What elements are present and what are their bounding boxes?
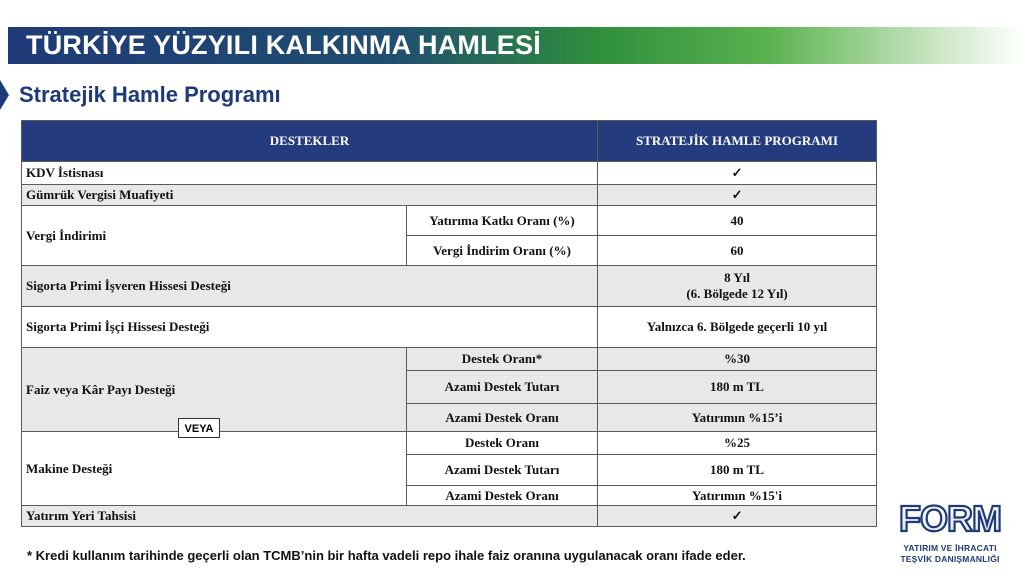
checkmark-icon: ✓: [598, 185, 877, 206]
column-header-program: STRATEJİK HAMLE PROGRAMI: [598, 121, 877, 162]
row-value: 60: [598, 236, 877, 266]
checkmark-icon: ✓: [598, 162, 877, 185]
row-label-faiz: Faiz veya Kâr Payı Desteği: [22, 348, 407, 432]
table-row: [22, 266, 877, 307]
row-value: 180 m TL: [598, 455, 877, 486]
row-value: %30: [598, 348, 877, 371]
table-row: [22, 307, 877, 348]
row-value: [598, 266, 877, 307]
table-row: [22, 162, 877, 185]
row-label-gumruk: Gümrük Vergisi Muafiyeti: [22, 185, 598, 206]
footnote: * Kredi kullanım tarihinde geçerli olan TCMB’nin bir hafta vadeli repo ihale faiz oranına uygulanacak oranı ifade eder.: [27, 548, 746, 563]
row-label-makine: Makine Desteği: [22, 432, 407, 506]
section-subtitle: Stratejik Hamle Programı: [19, 82, 281, 107]
table-header-row: [22, 121, 877, 162]
sub-label: Azami Destek Oranı: [407, 486, 598, 506]
title-banner: [8, 27, 1024, 64]
row-label-yatirim-yeri: Yatırım Yeri Tahsisi: [22, 506, 598, 527]
row-label-sigorta-isveren: Sigorta Primi İşveren Hissesi Desteği: [22, 266, 598, 307]
table-row: [22, 206, 877, 236]
row-value: 40: [598, 206, 877, 236]
table-row: [22, 506, 877, 527]
sub-label: Azami Destek Tutarı: [407, 371, 598, 404]
value-line: 8 Yıl: [724, 270, 750, 285]
logo-tagline-1: YATIRIM VE İHRACATI: [903, 543, 997, 553]
value-line: (6. Bölgede 12 Yıl): [686, 286, 788, 301]
row-label-vergi: Vergi İndirimi: [22, 206, 407, 266]
logo-tagline-2: TEŞVİK DANIŞMANLIĞI: [900, 554, 1000, 564]
sub-label: Vergi İndirim Oranı (%): [407, 236, 598, 266]
row-value: Yatırımın %15’i: [598, 404, 877, 432]
sub-label: Azami Destek Tutarı: [407, 455, 598, 486]
row-value: Yatırımın %15'i: [598, 486, 877, 506]
form-logo-icon: [898, 499, 1002, 537]
support-table: [21, 120, 877, 527]
table-row: [22, 432, 877, 455]
sub-label: Azami Destek Oranı: [407, 404, 598, 432]
subtitle-arrow-icon: [0, 80, 9, 110]
row-value: 180 m TL: [598, 371, 877, 404]
veya-label: VEYA: [178, 418, 220, 438]
table-row: [22, 185, 877, 206]
company-logo: [898, 499, 1002, 569]
row-label-sigorta-isci: Sigorta Primi İşçi Hissesi Desteği: [22, 307, 598, 348]
row-value: Yalnızca 6. Bölgede geçerli 10 yıl: [598, 307, 877, 348]
sub-label: Destek Oranı*: [407, 348, 598, 371]
checkmark-icon: ✓: [598, 506, 877, 527]
column-header-destekler: DESTEKLER: [22, 121, 598, 162]
svg-text:FORM: FORM: [899, 499, 1001, 537]
page-title: TÜRKİYE YÜZYILI KALKINMA HAMLESİ: [26, 30, 541, 60]
row-value: %25: [598, 432, 877, 455]
row-label-kdv: KDV İstisnası: [22, 162, 598, 185]
sub-label: Destek Oranı: [407, 432, 598, 455]
sub-label: Yatırıma Katkı Oranı (%): [407, 206, 598, 236]
table-row: [22, 348, 877, 371]
